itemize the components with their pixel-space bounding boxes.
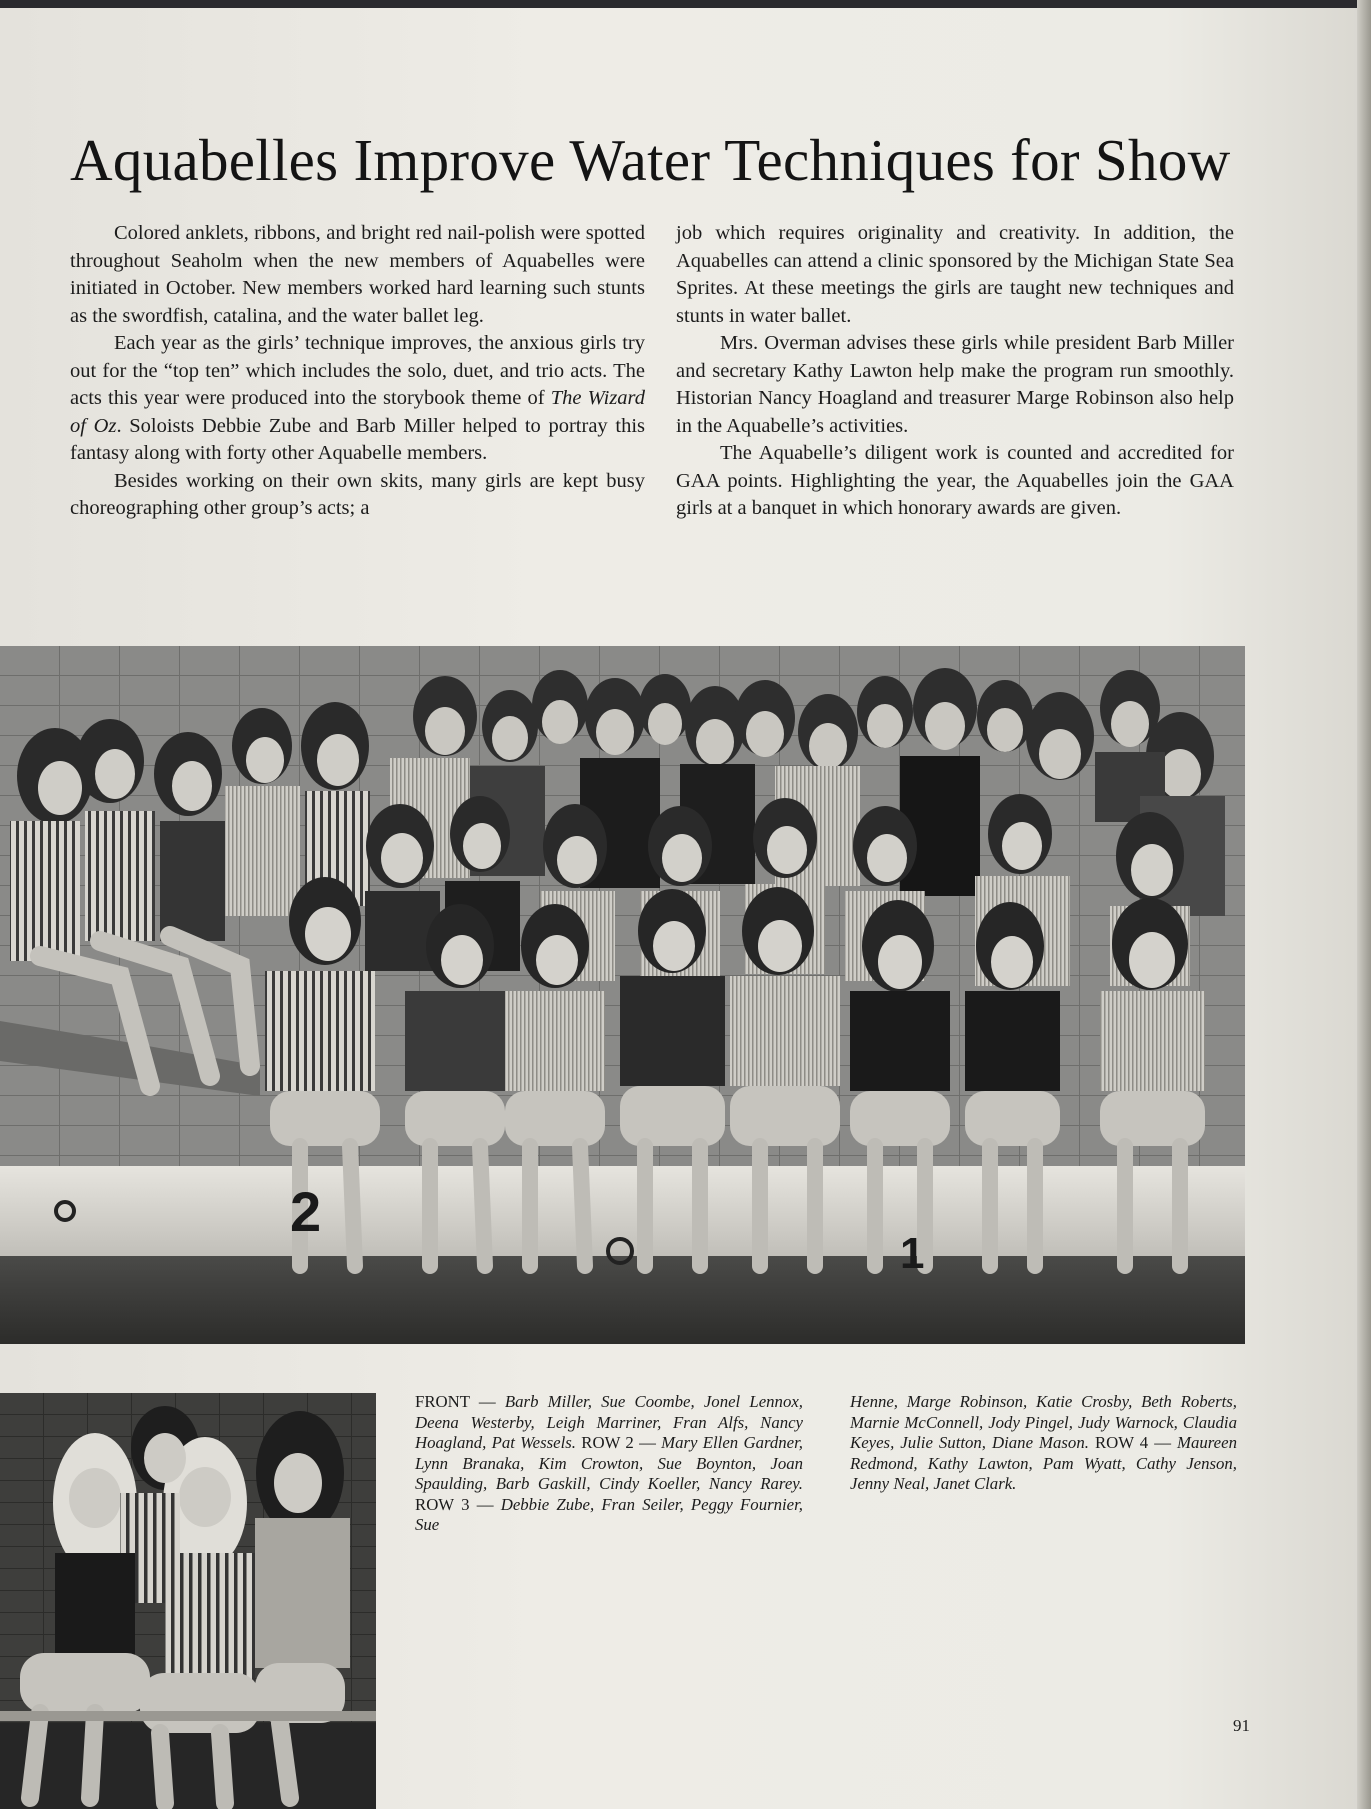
inset-photo	[0, 1393, 376, 1809]
group-photo	[0, 646, 1245, 1344]
page-number: 91	[1233, 1716, 1250, 1735]
caption-row-label: ROW 3 —	[415, 1494, 494, 1514]
caption-row-label: ROW 4 —	[1094, 1433, 1171, 1452]
photo-caption-right	[850, 1392, 1237, 1495]
caption-names: Debbie Zube, Fran Seiler, Peggy Fournier, Sue	[415, 1494, 803, 1534]
article-paragraph: Besides working on their own skits, many girls are kept busy choreographing other group’s acts; a	[70, 469, 645, 519]
book-title: The Wizard of Oz	[70, 387, 646, 437]
page-edge-shadow	[1357, 0, 1371, 1809]
article-paragraph: Mrs. Overman advises these girls while president Barb Miller and secretary Kathy Lawton help make the program run smoothly. Historian Nancy Hoagland and treasurer Marge Robinson also help in the Aquabelle’s activities.	[676, 332, 1234, 437]
page-headline: Aquabelles Improve Water Techniques for Show	[70, 127, 1231, 193]
caption-names: Henne, Marge Robinson, Katie Crosby, Beth Roberts, Marnie McConnell, Jody Pingel, Judy Warnock, Claudia Keyes, Julie Sutton, Diane Mason.	[850, 1392, 1237, 1452]
article-paragraph: The Aquabelle’s diligent work is counted and accredited for GAA points. Highlighting the year, the Aquabelles join the GAA girls at a banquet in which honorary awards are given.	[676, 442, 1234, 519]
caption-row-label: ROW 2 —	[581, 1433, 656, 1452]
article-paragraph: Each year as the girls’ technique improves, the anxious girls try out for the “top ten” which includes the solo, duet, and trio acts. The acts this year were produced into the storybook theme of The Wizard of Oz. Soloists Debbie Zube and Barb Miller helped to portray this fantasy along with forty other Aquabelle members.	[70, 332, 646, 464]
photo-caption-left	[415, 1392, 803, 1536]
top-scan-border	[0, 0, 1371, 8]
lane-number-2: 2	[290, 1180, 322, 1243]
caption-row-label: FRONT —	[415, 1392, 496, 1411]
article-column-left	[70, 220, 645, 523]
caption-names: Mary Ellen Gardner, Lynn Branaka, Kim Crowton, Sue Boynton, Joan Spaulding, Barb Gaskill, Cindy Koeller, Nancy Rarey.	[415, 1433, 803, 1493]
article-paragraph: Colored anklets, ribbons, and bright red nail-polish were spotted throughout Seaholm when the new members of Aquabelles were initiated in October. New members worked hard learning such stunts as the swordfish, catalina, and the water ballet leg.	[70, 222, 645, 327]
caption-names: Maureen Redmond, Kathy Lawton, Pam Wyatt, Cathy Jenson, Jenny Neal, Janet Clark.	[850, 1433, 1237, 1493]
article-column-right	[676, 220, 1234, 523]
article-paragraph: job which requires originality and creativity. In addition, the Aquabelles can attend a clinic sponsored by the Michigan State Sea Sprites. At these meetings the girls are taught new techniques and stunts in water ballet.	[676, 222, 1234, 327]
caption-names: Barb Miller, Sue Coombe, Jonel Lennox, Deena Westerby, Leigh Marriner, Fran Alfs, Nancy Hoagland, Pat Wessels.	[415, 1392, 803, 1452]
lane-number-1: 1	[900, 1229, 925, 1278]
